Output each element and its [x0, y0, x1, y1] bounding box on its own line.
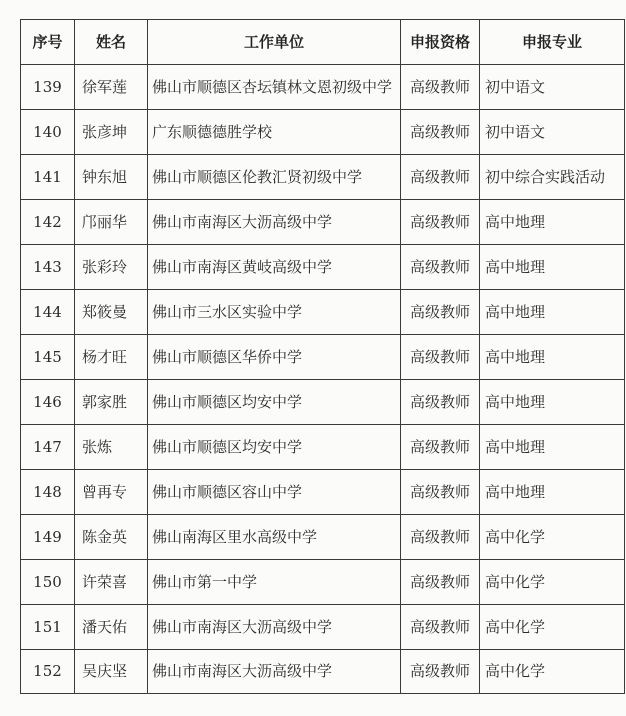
- table-row: [21, 65, 625, 110]
- cell-seq: 144: [21, 290, 75, 335]
- cell-specialty: 高中化学: [480, 560, 625, 605]
- cell-specialty: 高中地理: [480, 380, 625, 425]
- cell-name: 钟东旭: [75, 155, 148, 200]
- cell-name: 曾再专: [75, 470, 148, 515]
- cell-name: 张彩玲: [75, 245, 148, 290]
- table-row: [21, 650, 625, 694]
- cell-unit: 佛山市顺德区均安中学: [148, 425, 401, 470]
- cell-name: 张炼: [75, 425, 148, 470]
- cell-name: 吴庆坚: [75, 650, 148, 694]
- cell-unit: 佛山市南海区大沥高级中学: [148, 605, 401, 650]
- cell-qualification: 高级教师: [401, 380, 480, 425]
- cell-seq: 141: [21, 155, 75, 200]
- table-body: [21, 65, 625, 694]
- cell-specialty: 初中语文: [480, 110, 625, 155]
- cell-seq: 152: [21, 650, 75, 694]
- header-specialty: 申报专业: [480, 20, 625, 65]
- cell-qualification: 高级教师: [401, 200, 480, 245]
- cell-name: 杨才旺: [75, 335, 148, 380]
- cell-name: 邝丽华: [75, 200, 148, 245]
- cell-name: 郭家胜: [75, 380, 148, 425]
- cell-unit: 佛山市顺德区伦教汇贤初级中学: [148, 155, 401, 200]
- table-row: [21, 155, 625, 200]
- cell-specialty: 初中语文: [480, 65, 625, 110]
- cell-specialty: 高中地理: [480, 245, 625, 290]
- header-name: 姓名: [75, 20, 148, 65]
- table-row: [21, 200, 625, 245]
- header-seq: 序号: [21, 20, 75, 65]
- cell-seq: 146: [21, 380, 75, 425]
- cell-qualification: 高级教师: [401, 515, 480, 560]
- cell-qualification: 高级教师: [401, 335, 480, 380]
- cell-seq: 143: [21, 245, 75, 290]
- table-row: [21, 245, 625, 290]
- cell-qualification: 高级教师: [401, 290, 480, 335]
- header-qualification: 申报资格: [401, 20, 480, 65]
- table-row: [21, 335, 625, 380]
- cell-unit: 佛山市顺德区容山中学: [148, 470, 401, 515]
- cell-unit: 佛山市南海区大沥高级中学: [148, 200, 401, 245]
- cell-specialty: 初中综合实践活动: [480, 155, 625, 200]
- cell-unit: 佛山市顺德区均安中学: [148, 380, 401, 425]
- cell-name: 郑筱曼: [75, 290, 148, 335]
- cell-seq: 145: [21, 335, 75, 380]
- cell-specialty: 高中地理: [480, 425, 625, 470]
- cell-specialty: 高中化学: [480, 515, 625, 560]
- cell-specialty: 高中地理: [480, 290, 625, 335]
- cell-qualification: 高级教师: [401, 65, 480, 110]
- table-row: [21, 380, 625, 425]
- cell-seq: 140: [21, 110, 75, 155]
- table-row: [21, 515, 625, 560]
- cell-name: 陈金英: [75, 515, 148, 560]
- cell-unit: 广东顺德德胜学校: [148, 110, 401, 155]
- cell-specialty: 高中地理: [480, 335, 625, 380]
- cell-qualification: 高级教师: [401, 245, 480, 290]
- cell-qualification: 高级教师: [401, 110, 480, 155]
- table-row: [21, 470, 625, 515]
- cell-specialty: 高中地理: [480, 200, 625, 245]
- header-unit: 工作单位: [148, 20, 401, 65]
- table-row: [21, 605, 625, 650]
- cell-seq: 149: [21, 515, 75, 560]
- cell-seq: 147: [21, 425, 75, 470]
- cell-specialty: 高中地理: [480, 470, 625, 515]
- cell-name: 潘天佑: [75, 605, 148, 650]
- cell-qualification: 高级教师: [401, 155, 480, 200]
- cell-seq: 151: [21, 605, 75, 650]
- teacher-list-table: [20, 19, 625, 694]
- cell-specialty: 高中化学: [480, 650, 625, 694]
- cell-seq: 150: [21, 560, 75, 605]
- table-header-row: [21, 20, 625, 65]
- table-row: [21, 425, 625, 470]
- cell-unit: 佛山市南海区大沥高级中学: [148, 650, 401, 694]
- cell-seq: 148: [21, 470, 75, 515]
- cell-qualification: 高级教师: [401, 650, 480, 694]
- cell-qualification: 高级教师: [401, 425, 480, 470]
- cell-name: 张彦坤: [75, 110, 148, 155]
- cell-unit: 佛山南海区里水高级中学: [148, 515, 401, 560]
- cell-unit: 佛山市第一中学: [148, 560, 401, 605]
- cell-name: 许荣喜: [75, 560, 148, 605]
- cell-qualification: 高级教师: [401, 470, 480, 515]
- cell-unit: 佛山市顺德区华侨中学: [148, 335, 401, 380]
- cell-seq: 139: [21, 65, 75, 110]
- table-row: [21, 560, 625, 605]
- table-row: [21, 290, 625, 335]
- cell-unit: 佛山市三水区实验中学: [148, 290, 401, 335]
- cell-qualification: 高级教师: [401, 560, 480, 605]
- cell-unit: 佛山市南海区黄岐高级中学: [148, 245, 401, 290]
- cell-specialty: 高中化学: [480, 605, 625, 650]
- cell-unit: 佛山市顺德区杏坛镇林文恩初级中学: [148, 65, 401, 110]
- cell-seq: 142: [21, 200, 75, 245]
- cell-qualification: 高级教师: [401, 605, 480, 650]
- table-row: [21, 110, 625, 155]
- cell-name: 徐军莲: [75, 65, 148, 110]
